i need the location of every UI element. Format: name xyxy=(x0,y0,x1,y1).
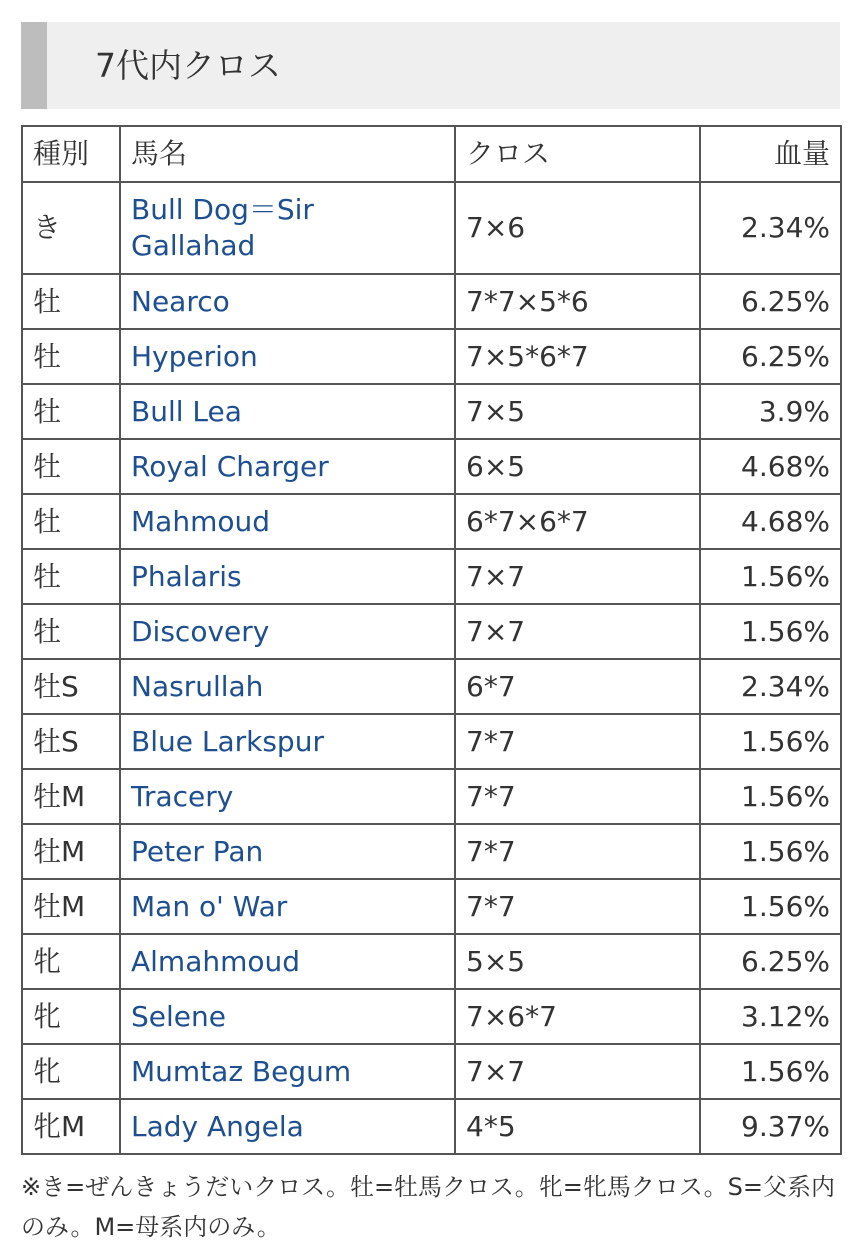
footnote: ※き=ぜんきょうだいクロス。牡=牡馬クロス。牝=牝馬クロス。S=父系内のみ。M=母系内のみ。 xyxy=(21,1173,835,1241)
horse-name-link[interactable]: Bull Dog＝Sir Gallahad xyxy=(131,193,314,262)
table-row xyxy=(22,879,841,934)
cross-pattern-cell: 7×5*6*7 xyxy=(455,329,700,384)
column-header-name: 馬名 xyxy=(120,126,455,182)
horse-name-cell xyxy=(120,1044,455,1099)
horse-name-link[interactable]: Almahmoud xyxy=(131,944,301,978)
blood-ratio-cell: 1.56% xyxy=(700,879,841,934)
table-row xyxy=(22,714,841,769)
cross-pattern-cell: 7*7 xyxy=(455,714,700,769)
column-header-cross: クロス xyxy=(455,126,700,182)
section-header xyxy=(21,22,840,109)
table-row xyxy=(22,439,841,494)
table-row xyxy=(22,274,841,329)
table-row xyxy=(22,1044,841,1099)
cross-type-cell: 牡 xyxy=(22,274,120,329)
cross-pattern-cell: 6*7 xyxy=(455,659,700,714)
cross-pattern-cell: 6×5 xyxy=(455,439,700,494)
horse-name-cell xyxy=(120,274,455,329)
table-row xyxy=(22,494,841,549)
cross-pattern-cell: 7*7 xyxy=(455,879,700,934)
blood-ratio-cell: 4.68% xyxy=(700,494,841,549)
horse-name-cell xyxy=(120,934,455,989)
horse-name-cell xyxy=(120,824,455,879)
horse-name-link[interactable]: Discovery xyxy=(131,614,270,648)
cross-type-cell: 牡S xyxy=(22,714,120,769)
horse-name-cell xyxy=(120,1099,455,1154)
cross-type-cell: 牝M xyxy=(22,1099,120,1154)
horse-name-cell xyxy=(120,769,455,824)
cross-type-cell: 牝 xyxy=(22,1044,120,1099)
horse-name-link[interactable]: Hyperion xyxy=(131,339,258,373)
cross-pattern-cell: 7×7 xyxy=(455,604,700,659)
table-row xyxy=(22,824,841,879)
table-row xyxy=(22,182,841,274)
inbreeding-cross-table xyxy=(21,125,842,1155)
cross-pattern-cell: 7×6*7 xyxy=(455,989,700,1044)
cross-pattern-cell: 6*7×6*7 xyxy=(455,494,700,549)
blood-ratio-cell: 1.56% xyxy=(700,604,841,659)
cross-pattern-cell: 7×6 xyxy=(455,182,700,274)
cross-type-cell: き xyxy=(22,182,120,274)
cross-type-cell: 牝 xyxy=(22,934,120,989)
horse-name-cell xyxy=(120,714,455,769)
cross-pattern-cell: 7×5 xyxy=(455,384,700,439)
horse-name-cell xyxy=(120,384,455,439)
horse-name-link[interactable]: Selene xyxy=(131,999,226,1033)
horse-name-link[interactable]: Nasrullah xyxy=(131,669,264,703)
table-row xyxy=(22,549,841,604)
horse-name-cell xyxy=(120,879,455,934)
blood-ratio-cell: 6.25% xyxy=(700,274,841,329)
blood-ratio-cell: 1.56% xyxy=(700,824,841,879)
horse-name-link[interactable]: Tracery xyxy=(131,779,234,813)
horse-name-link[interactable]: Mumtaz Begum xyxy=(131,1054,352,1088)
section-title: 7代内クロス xyxy=(95,46,281,85)
cross-type-cell: 牝 xyxy=(22,989,120,1044)
blood-ratio-cell: 1.56% xyxy=(700,769,841,824)
cross-type-cell: 牡 xyxy=(22,604,120,659)
cross-type-cell: 牡 xyxy=(22,329,120,384)
horse-name-link[interactable]: Lady Angela xyxy=(131,1109,304,1143)
horse-name-link[interactable]: Royal Charger xyxy=(131,449,329,483)
table-row xyxy=(22,384,841,439)
horse-name-cell xyxy=(120,604,455,659)
column-header-type: 種別 xyxy=(22,126,120,182)
table-row xyxy=(22,769,841,824)
blood-ratio-cell: 6.25% xyxy=(700,934,841,989)
blood-ratio-cell: 6.25% xyxy=(700,329,841,384)
cross-pattern-cell: 7*7×5*6 xyxy=(455,274,700,329)
horse-name-link[interactable]: Blue Larkspur xyxy=(131,724,324,758)
table-row xyxy=(22,1099,841,1154)
blood-ratio-cell: 3.9% xyxy=(700,384,841,439)
horse-name-cell xyxy=(120,549,455,604)
cross-type-cell: 牡 xyxy=(22,439,120,494)
horse-name-link[interactable]: Nearco xyxy=(131,284,230,318)
horse-name-link[interactable]: Man o' War xyxy=(131,889,288,923)
cross-pattern-cell: 7*7 xyxy=(455,769,700,824)
blood-ratio-cell: 3.12% xyxy=(700,989,841,1044)
cross-pattern-cell: 7*7 xyxy=(455,824,700,879)
cross-pattern-cell: 4*5 xyxy=(455,1099,700,1154)
cross-pattern-cell: 7×7 xyxy=(455,549,700,604)
cross-type-cell: 牡 xyxy=(22,549,120,604)
blood-ratio-cell: 2.34% xyxy=(700,659,841,714)
blood-ratio-cell: 1.56% xyxy=(700,1044,841,1099)
horse-name-link[interactable]: Mahmoud xyxy=(131,504,270,538)
cross-type-cell: 牡 xyxy=(22,384,120,439)
column-header-ratio: 血量 xyxy=(700,126,841,182)
horse-name-link[interactable]: Phalaris xyxy=(131,559,242,593)
table-row xyxy=(22,934,841,989)
blood-ratio-cell: 9.37% xyxy=(700,1099,841,1154)
horse-name-cell xyxy=(120,659,455,714)
table-row xyxy=(22,329,841,384)
horse-name-link[interactable]: Bull Lea xyxy=(131,394,242,428)
blood-ratio-cell: 1.56% xyxy=(700,549,841,604)
horse-name-cell xyxy=(120,989,455,1044)
blood-ratio-cell: 4.68% xyxy=(700,439,841,494)
cross-type-cell: 牡 xyxy=(22,494,120,549)
cross-pattern-cell: 7×7 xyxy=(455,1044,700,1099)
table-body xyxy=(22,182,841,1154)
horse-name-cell xyxy=(120,439,455,494)
blood-ratio-cell: 2.34% xyxy=(700,182,841,274)
cross-type-cell: 牡M xyxy=(22,769,120,824)
blood-ratio-cell: 1.56% xyxy=(700,714,841,769)
cross-pattern-cell: 5×5 xyxy=(455,934,700,989)
table-row xyxy=(22,604,841,659)
cross-type-cell: 牡M xyxy=(22,879,120,934)
table-header-row xyxy=(22,126,841,182)
horse-name-cell xyxy=(120,329,455,384)
horse-name-link[interactable]: Peter Pan xyxy=(131,834,264,868)
table-row xyxy=(22,989,841,1044)
table-row xyxy=(22,659,841,714)
cross-type-cell: 牡M xyxy=(22,824,120,879)
horse-name-cell xyxy=(120,494,455,549)
horse-name-cell xyxy=(120,182,455,274)
cross-type-cell: 牡S xyxy=(22,659,120,714)
